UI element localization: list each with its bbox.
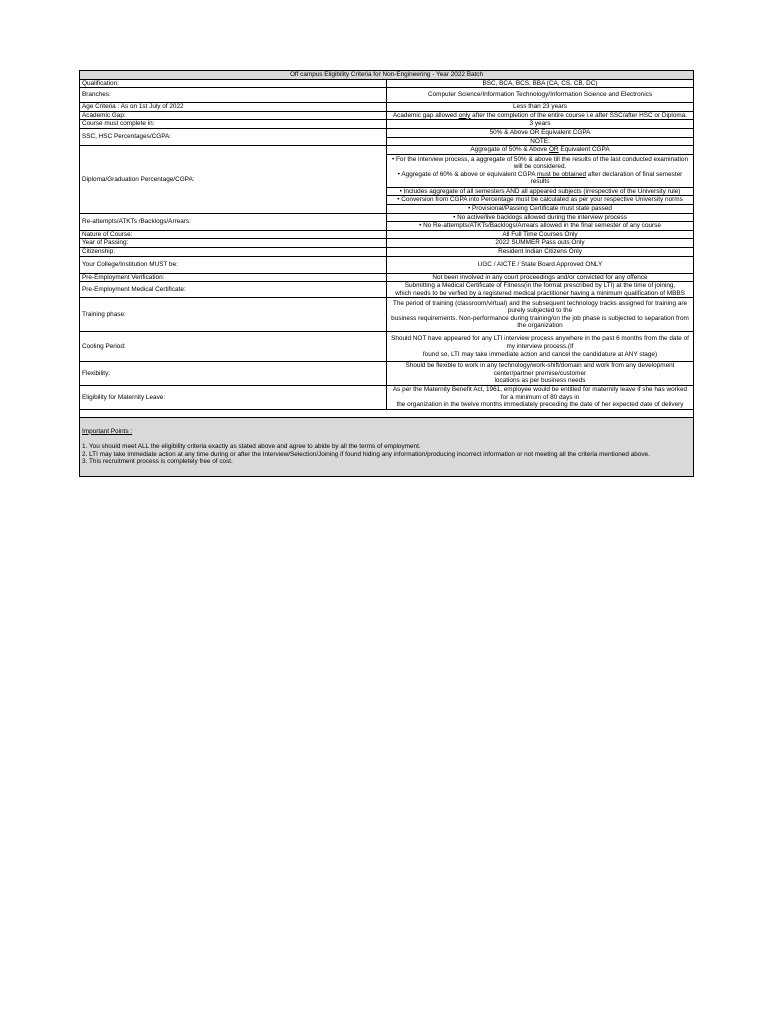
academic-gap-text-post: after the completion of the entire course i.e after SSC/after HSC or Diploma. [470, 111, 688, 119]
diploma-bullet-2-underlined: must be obtained [536, 170, 587, 178]
ssc-hsc-label: SSC, HSC Percentages/CGPA: [80, 128, 387, 145]
maternity-value [387, 386, 694, 410]
diploma-row [80, 146, 694, 155]
age-value: Less than 23 years [387, 103, 694, 112]
cooling-row [80, 332, 694, 362]
diploma-bullet-1: • For the interview process, a aggregate of 50% & above till the results of the last conducted examination will be considered. [391, 155, 689, 171]
branches-row [80, 88, 694, 103]
year-passing-row [80, 239, 694, 248]
pre-medical-label: Pre-Employment Medical Certificate: [80, 282, 387, 298]
academic-gap-row [80, 111, 694, 120]
eligibility-table [79, 70, 694, 477]
pre-verification-row [80, 273, 694, 282]
citizenship-label: Citizenship: [80, 247, 387, 256]
reattempts-bullet-2: • No Re-attempts/ATKTs/Backlogs/Arrears allowed in the final semester of any course [387, 222, 694, 231]
ssc-hsc-value: 50% & Above OR Equivalent CGPA [387, 128, 694, 137]
age-label: Age Criteria : As on 1st July of 2022 [80, 103, 387, 112]
nature-label: Nature of Course: [80, 230, 387, 239]
diploma-bullets-cell [387, 154, 694, 187]
diploma-label: Diploma/Graduation Percentage/CGPA: [80, 146, 387, 213]
criteria-document [79, 70, 694, 477]
diploma-aggregate-or: OR [548, 146, 559, 154]
maternity-line-2: the organization in the twelve months immediately preceding the date of her expected date of delivery [396, 401, 684, 409]
ssc-hsc-row [80, 128, 694, 137]
training-value [387, 298, 694, 332]
cooling-line-1: Should NOT have appeared for any LTI interview process anywhere in the past 6 months from the date of my interview process.(If [391, 335, 689, 350]
reattempts-label: Re-attempts/ATKTs /Backlogs/Arrears: [80, 213, 387, 230]
important-heading: Important Points : [82, 427, 133, 435]
important-point-3: 3. This recruitment process is completely free of cost. [82, 458, 233, 466]
pre-medical-row [80, 282, 694, 298]
cooling-line-2: found so, LTI may take immediate action and cancel the candidature at ANY stage) [422, 350, 658, 358]
cooling-value [387, 332, 694, 362]
college-value: UGC / AICTE / State Board Approved ONLY [387, 256, 694, 273]
nature-row [80, 230, 694, 239]
course-complete-label: Course must complete in: [80, 120, 387, 129]
qualification-label: Qualification: [80, 79, 387, 88]
table-title: Off campus Eligibility Criteria for Non-Engineering - Year 2022 Batch [80, 71, 694, 80]
pre-medical-value [387, 282, 694, 298]
flexibility-row [80, 362, 694, 386]
training-line-1: The period of training (classroom/virtual) and the subsequent technology tracks assigned for training are purely subjected to the [392, 299, 688, 315]
spacer-row [80, 409, 694, 417]
flexibility-value [387, 362, 694, 386]
important-points [80, 417, 694, 476]
college-row [80, 256, 694, 273]
diploma-bullet-2-post: after declaration of final semester results [530, 170, 683, 186]
title-row [80, 71, 694, 80]
course-complete-value: 3 years [387, 120, 694, 129]
age-row [80, 103, 694, 112]
pre-verification-value: Not been involved in any court proceedings and/or convicted for any offence [387, 273, 694, 282]
course-complete-row [80, 120, 694, 129]
qualification-value: BSC, BCA, BCS, BBA (CA, CS, CB, DC) [387, 79, 694, 88]
pre-medical-line-1: Submitting a Medical Certificate of Fitness(in the format prescribed by LTI) at the time of joining, [404, 282, 676, 290]
academic-gap-text-pre: Academic gap allowed [392, 111, 459, 119]
diploma-bullet-2-pre: • Aggregate of 60% & above or equivalent CGPA [397, 170, 537, 178]
academic-gap-value [387, 111, 694, 120]
citizenship-value: Resident Indian Citizens Only [387, 247, 694, 256]
diploma-aggregate [387, 146, 694, 155]
maternity-line-1: As per the Maternity Benefit Act, 1961, employee would be entitled for maternity leave if she has worked for a minimum of 80 days in [392, 386, 688, 401]
diploma-bullet-5: • Provisional/Passing Certificate must state passed [387, 204, 694, 213]
pre-verification-label: Pre-Employment Verification: [80, 273, 387, 282]
flexibility-line-1: Should be flexible to work in any technology/work-shift/domain and work from any development center/partner premise/customer [405, 362, 675, 377]
diploma-aggregate-pre: Aggregate of 50% & Above [470, 146, 549, 154]
reattempts-row [80, 213, 694, 222]
qualification-row [80, 79, 694, 88]
ssc-hsc-note: NOTE: [387, 137, 694, 146]
important-point-1: 1. You should meet ALL the eligibility criteria exactly as stated above and agree to abide by all the terms of employment. [82, 443, 421, 451]
spacer-cell [80, 409, 694, 417]
maternity-row [80, 386, 694, 410]
flexibility-line-2: locations as per business needs [494, 377, 586, 385]
training-label: Training phase: [80, 298, 387, 332]
diploma-bullet-2 [389, 171, 691, 186]
citizenship-row [80, 247, 694, 256]
flexibility-label: Flexibility: [80, 362, 387, 386]
pre-medical-line-2: which needs to be verfied by a registered medical practitioner having a minimum qualification of MBBS [395, 289, 685, 297]
branches-value: Computer Science/Information Technology/Information Science and Electronics [387, 88, 694, 103]
training-row [80, 298, 694, 332]
reattempts-bullet-1: • No active/live backlogs allowed during the interview process [387, 213, 694, 222]
training-line-2: business requirements. Non-performance during training/on the job phase is subjected to separation from the organization [391, 314, 689, 330]
diploma-bullet-3: • Includes aggregate of all semesters AND all appeared subjects (irrespective of the University rule) [387, 187, 694, 196]
year-passing-value: 2022 SUMMER Pass outs Only [387, 239, 694, 248]
important-point-2: 2. LTI may take immediate action at any time during or after the Interview/Selection/Joining if found hiding any information/producing incorrect information or not meeting all the criteria mentioned above. [82, 450, 650, 458]
branches-label: Branches: [80, 88, 387, 103]
nature-value: All Full Time Courses Only [387, 230, 694, 239]
diploma-aggregate-post: Equivalent CGPA [558, 146, 610, 154]
cooling-label: Cooling Period: [80, 332, 387, 362]
important-row [80, 417, 694, 476]
maternity-label: Eligibility for Maternity Leave: [80, 386, 387, 410]
college-label: Your College/Institution MUST be: [80, 256, 387, 273]
diploma-bullet-4: • Conversion from CGPA into Percentage must be calculated as per your respective University norms [387, 196, 694, 205]
academic-gap-text-underlined: only [458, 111, 471, 119]
academic-gap-label: Academic Gap: [80, 111, 387, 120]
year-passing-label: Year of Passing: [80, 239, 387, 248]
